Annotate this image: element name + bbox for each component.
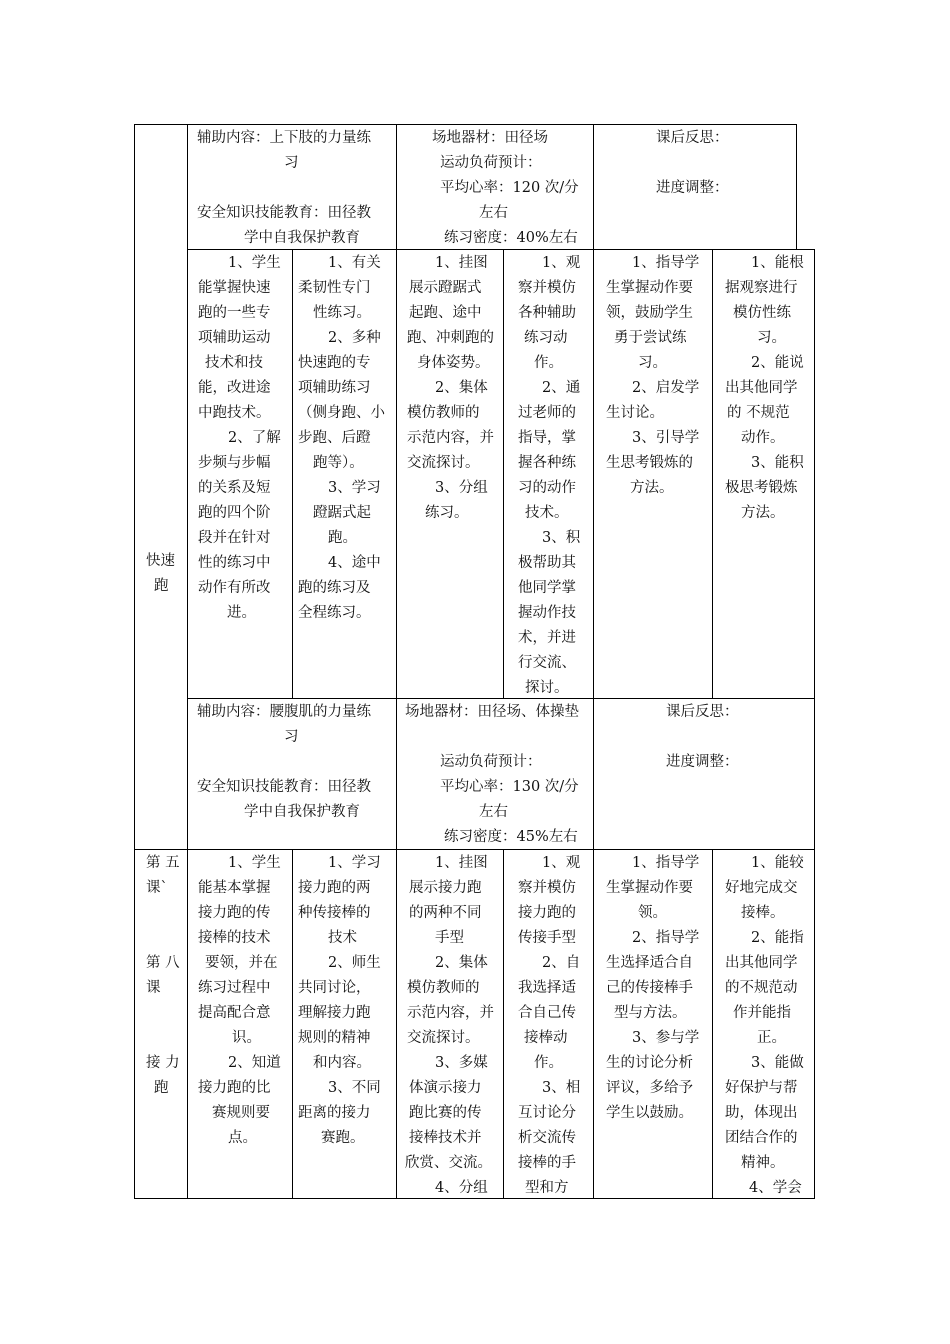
teacher-line: 体演示接力 — [409, 1080, 482, 1096]
student-line: 他同学掌 — [518, 580, 576, 596]
teacher-line: 1、挂图 — [435, 255, 488, 271]
guide-line: 己的传接棒手 — [606, 980, 693, 996]
eval-line: 动作。 — [741, 430, 785, 446]
content-line: 3、学习 — [328, 480, 381, 496]
row3-aux-line: 辅助内容：腰腹肌的力量练 — [197, 704, 371, 720]
goals-line: 接力跑的传 — [198, 905, 271, 921]
goals-line: 1、学生 — [228, 255, 281, 271]
content-line: 种传接棒的 — [298, 905, 371, 921]
content-line: 3、不同 — [328, 1080, 381, 1096]
eval-line: 3、能做 — [751, 1055, 804, 1071]
guide-line: 生掌握动作要 — [606, 880, 693, 896]
student-line: 2、自 — [542, 955, 581, 971]
student-line: 接力跑的 — [518, 905, 576, 921]
student-line: 练习动 — [524, 330, 568, 346]
student-line: 察并模仿 — [518, 880, 576, 896]
topic-label-line: 课` — [146, 880, 168, 896]
goals-line: 识。 — [232, 1030, 261, 1046]
eval-line: 2、能指 — [751, 930, 804, 946]
row1-reflection-cell — [594, 126, 796, 250]
row2-student-cell — [504, 251, 593, 698]
goals-line: 步频与步幅 — [198, 455, 271, 471]
guide-line: 评议，多给予 — [606, 1080, 693, 1096]
guide-line: 2、启发学 — [632, 380, 700, 396]
row3-venue-line: 场地器材：田径场、体操垫 — [405, 704, 579, 720]
content-line: 2、多种 — [328, 330, 381, 346]
teacher-line: 4、分组 — [435, 1180, 488, 1196]
teacher-line: 起跑、途中 — [409, 305, 482, 321]
content-line: 2、师生 — [328, 955, 381, 971]
teacher-line: 3、分组 — [435, 480, 488, 496]
student-line: 析交流传 — [518, 1130, 576, 1146]
content-line: 共同讨论， — [298, 980, 371, 996]
row3-venue-line: 平均心率：130 次/分 — [440, 779, 579, 795]
row2-topic-label — [135, 250, 187, 698]
goals-line: 跑的一些专 — [198, 305, 271, 321]
goals-line: 要领，并在 — [205, 955, 278, 971]
goals-line: 接棒的技术 — [198, 930, 271, 946]
guide-line: 领，鼓励学生 — [606, 305, 693, 321]
row4-content-cell — [293, 851, 396, 1198]
row1-venue-line: 左右 — [479, 205, 508, 221]
goals-line: 能，改进途 — [198, 380, 271, 396]
goals-line: 性的练习中 — [198, 555, 271, 571]
guide-line: 2、指导学 — [632, 930, 700, 946]
student-line: 1、观 — [542, 855, 581, 871]
student-line: 探讨。 — [525, 680, 569, 696]
topic-label-line: 跑 — [154, 1080, 169, 1096]
teacher-line: 交流探讨。 — [407, 1030, 480, 1046]
eval-line: 接棒。 — [741, 905, 785, 921]
student-line: 各种辅助 — [518, 305, 576, 321]
goals-line: 技术和技 — [205, 355, 263, 371]
grid-line — [814, 249, 815, 1199]
row4-goals-cell — [188, 851, 292, 1198]
grid-line — [796, 124, 797, 250]
teacher-line: 手型 — [435, 930, 464, 946]
content-line: 理解接力跑 — [298, 1005, 371, 1021]
student-line: 握各种练 — [518, 455, 576, 471]
teacher-line: 展示接力跑 — [409, 880, 482, 896]
content-line: 全程练习。 — [298, 605, 371, 621]
teacher-line: 交流探讨。 — [407, 455, 480, 471]
student-line: 极帮助其 — [518, 555, 576, 571]
content-line: 和内容。 — [313, 1055, 371, 1071]
eval-line: 正。 — [757, 1030, 786, 1046]
content-line: （侧身跑、小 — [298, 405, 385, 421]
eval-line: 据观察进行 — [725, 280, 798, 296]
eval-line: 极思考锻炼 — [725, 480, 798, 496]
guide-line: 领。 — [638, 905, 667, 921]
topic-label-line: 课 — [146, 980, 161, 996]
row2-evaluation-cell — [713, 251, 814, 698]
row1-aux-line: 习 — [284, 155, 299, 171]
student-line: 行交流、 — [518, 655, 576, 671]
guide-line: 3、参与学 — [632, 1030, 700, 1046]
goals-line: 中跑技术。 — [198, 405, 271, 421]
teacher-line: 1、挂图 — [435, 855, 488, 871]
row3-venue-line: 运动负荷预计： — [440, 754, 542, 770]
teacher-line: 接棒技术并 — [409, 1130, 482, 1146]
guide-line: 习。 — [638, 355, 667, 371]
student-line: 指导，掌 — [518, 430, 576, 446]
student-line: 3、积 — [542, 530, 581, 546]
guide-line: 生的讨论分析 — [606, 1055, 693, 1071]
goals-line: 接力跑的比 — [198, 1080, 271, 1096]
teacher-line: 示范内容，并 — [407, 430, 494, 446]
topic-label-line: 快速 — [146, 553, 175, 569]
content-line: 快速跑的专 — [298, 355, 371, 371]
topic-label-line: 第 五 — [146, 855, 180, 871]
row1-venue-line: 场地器材：田径场 — [432, 130, 548, 146]
guide-line: 3、引导学 — [632, 430, 700, 446]
eval-line: 3、能积 — [751, 455, 804, 471]
goals-line: 练习过程中 — [198, 980, 271, 996]
topic-label-line: 跑 — [154, 578, 169, 594]
student-line: 1、观 — [542, 255, 581, 271]
teacher-line: 欣赏、交流。 — [405, 1155, 492, 1171]
grid-line — [187, 698, 815, 699]
guide-line: 勇于尝试练 — [614, 330, 687, 346]
content-line: 柔韧性专门 — [298, 280, 371, 296]
eval-line: 的不规范动 — [725, 980, 798, 996]
student-line: 握动作技 — [518, 605, 576, 621]
guide-line: 生讨论。 — [606, 405, 664, 421]
teacher-line: 的两种不同 — [409, 905, 482, 921]
row1-aux-line: 辅助内容：上下肢的力量练 — [197, 130, 371, 146]
goals-line: 提高配合意 — [198, 1005, 271, 1021]
teacher-line: 2、集体 — [435, 380, 488, 396]
content-line: 赛跑。 — [321, 1130, 365, 1146]
student-line: 合自己传 — [518, 1005, 576, 1021]
topic-label-line: 第 八 — [146, 955, 180, 971]
row3-aux-line: 安全知识技能教育：田径教 — [197, 779, 371, 795]
guide-line: 1、指导学 — [632, 855, 700, 871]
goals-line: 能掌握快速 — [198, 280, 271, 296]
goals-line: 能基本掌握 — [198, 880, 271, 896]
row2-teacher-cell — [397, 251, 503, 698]
guide-line: 生掌握动作要 — [606, 280, 693, 296]
teacher-line: 示范内容，并 — [407, 1005, 494, 1021]
row1-reflect-line: 课后反思： — [656, 130, 729, 146]
goals-line: 赛规则要 — [212, 1105, 270, 1121]
student-line: 2、通 — [542, 380, 581, 396]
row2-goals-cell — [188, 251, 292, 698]
goals-line: 的关系及短 — [198, 480, 271, 496]
row1-venue-line: 平均心率：120 次/分 — [440, 180, 579, 196]
row1-venue-cell — [397, 126, 593, 250]
teacher-line: 跑比赛的传 — [409, 1105, 482, 1121]
eval-line: 好保护与帮 — [725, 1080, 798, 1096]
eval-line: 团结合作的 — [725, 1130, 798, 1146]
content-line: 步跑、后蹬 — [298, 430, 371, 446]
goals-line: 段并在针对 — [198, 530, 271, 546]
student-line: 我选择适 — [518, 980, 576, 996]
row4-topic-label — [135, 851, 187, 1198]
row4-guide-cell — [594, 851, 712, 1198]
eval-line: 作并能指 — [733, 1005, 791, 1021]
eval-line: 的 不规范 — [727, 405, 790, 421]
row1-venue-line: 运动负荷预计： — [440, 155, 542, 171]
guide-line: 生思考锻炼的 — [606, 455, 693, 471]
content-line: 技术 — [328, 930, 357, 946]
eval-line: 助，体现出 — [725, 1105, 798, 1121]
row1-aux-cell — [188, 126, 396, 250]
row3-reflect-line: 课后反思： — [666, 704, 739, 720]
teacher-line: 模仿教师的 — [407, 980, 480, 996]
student-line: 察并模仿 — [518, 280, 576, 296]
row1-aux-line: 学中自我保护教育 — [244, 230, 360, 246]
student-line: 作。 — [534, 1055, 563, 1071]
teacher-line: 模仿教师的 — [407, 405, 480, 421]
guide-line: 学生以鼓励。 — [606, 1105, 693, 1121]
row4-student-cell — [504, 851, 593, 1198]
eval-line: 出其他同学 — [725, 955, 798, 971]
eval-line: 出其他同学 — [725, 380, 798, 396]
student-line: 技术。 — [525, 505, 569, 521]
student-line: 型和方 — [525, 1180, 569, 1196]
content-line: 项辅助练习 — [298, 380, 371, 396]
grid-line — [134, 124, 797, 125]
eval-line: 方法。 — [741, 505, 785, 521]
guide-line: 生选择适合自 — [606, 955, 693, 971]
eval-line: 1、能较 — [751, 855, 804, 871]
teacher-line: 练习。 — [425, 505, 469, 521]
eval-line: 2、能说 — [751, 355, 804, 371]
teacher-line: 2、集体 — [435, 955, 488, 971]
row3-venue-line: 练习密度：45%左右 — [444, 829, 578, 845]
content-line: 4、途中 — [328, 555, 381, 571]
goals-line: 1、学生 — [228, 855, 281, 871]
student-line: 接棒动 — [524, 1030, 568, 1046]
content-line: 跑的练习及 — [298, 580, 371, 596]
content-line: 规则的精神 — [298, 1030, 371, 1046]
goals-line: 跑的四个阶 — [198, 505, 271, 521]
student-line: 作。 — [534, 355, 563, 371]
eval-line: 模仿性练 — [733, 305, 791, 321]
row2-content-cell — [293, 251, 396, 698]
student-line: 3、相 — [542, 1080, 581, 1096]
student-line: 传接手型 — [518, 930, 576, 946]
teacher-line: 展示蹬踞式 — [409, 280, 482, 296]
goals-line: 2、知道 — [228, 1055, 281, 1071]
teacher-line: 身体姿势。 — [417, 355, 490, 371]
eval-line: 精神。 — [741, 1155, 785, 1171]
topic-label-line: 接 力 — [146, 1055, 180, 1071]
content-line: 接力跑的两 — [298, 880, 371, 896]
row3-reflection-cell — [594, 700, 814, 849]
row3-aux-cell — [188, 700, 396, 849]
eval-line: 1、能根 — [751, 255, 804, 271]
content-line: 蹬踞式起 — [313, 505, 371, 521]
content-line: 距离的接力 — [298, 1105, 371, 1121]
row1-reflect-line: 进度调整： — [656, 180, 729, 196]
row3-aux-line: 学中自我保护教育 — [244, 804, 360, 820]
goals-line: 动作有所改 — [198, 580, 271, 596]
row4-teacher-cell — [397, 851, 503, 1198]
teacher-line: 3、多媒 — [435, 1055, 488, 1071]
teacher-line: 跑、冲刺跑的 — [407, 330, 494, 346]
goals-line: 点。 — [228, 1130, 257, 1146]
student-line: 习的动作 — [518, 480, 576, 496]
row3-venue-cell — [397, 700, 593, 849]
goals-line: 进。 — [227, 605, 256, 621]
guide-line: 型与方法。 — [614, 1005, 687, 1021]
row3-reflect-line: 进度调整： — [666, 754, 739, 770]
goals-line: 项辅助运动 — [198, 330, 271, 346]
content-line: 性练习。 — [313, 305, 371, 321]
content-line: 1、学习 — [328, 855, 381, 871]
row3-venue-line: 左右 — [479, 804, 508, 820]
student-line: 接棒的手 — [518, 1155, 576, 1171]
row1-venue-line: 练习密度：40%左右 — [444, 230, 578, 246]
content-line: 跑。 — [328, 530, 357, 546]
row2-guide-cell — [594, 251, 712, 698]
content-line: 跑等）。 — [313, 455, 364, 471]
eval-line: 习。 — [757, 330, 786, 346]
eval-line: 4、学会 — [749, 1180, 802, 1196]
guide-line: 1、指导学 — [632, 255, 700, 271]
student-line: 术，并进 — [518, 630, 576, 646]
student-line: 互讨论分 — [518, 1105, 576, 1121]
guide-line: 方法。 — [630, 480, 674, 496]
goals-line: 2、了解 — [228, 430, 281, 446]
student-line: 过老师的 — [518, 405, 576, 421]
content-line: 1、有关 — [328, 255, 381, 271]
row3-aux-line: 习 — [284, 729, 299, 745]
row1-aux-line: 安全知识技能教育：田径教 — [197, 205, 371, 221]
row4-evaluation-cell — [713, 851, 814, 1198]
eval-line: 好地完成交 — [725, 880, 798, 896]
